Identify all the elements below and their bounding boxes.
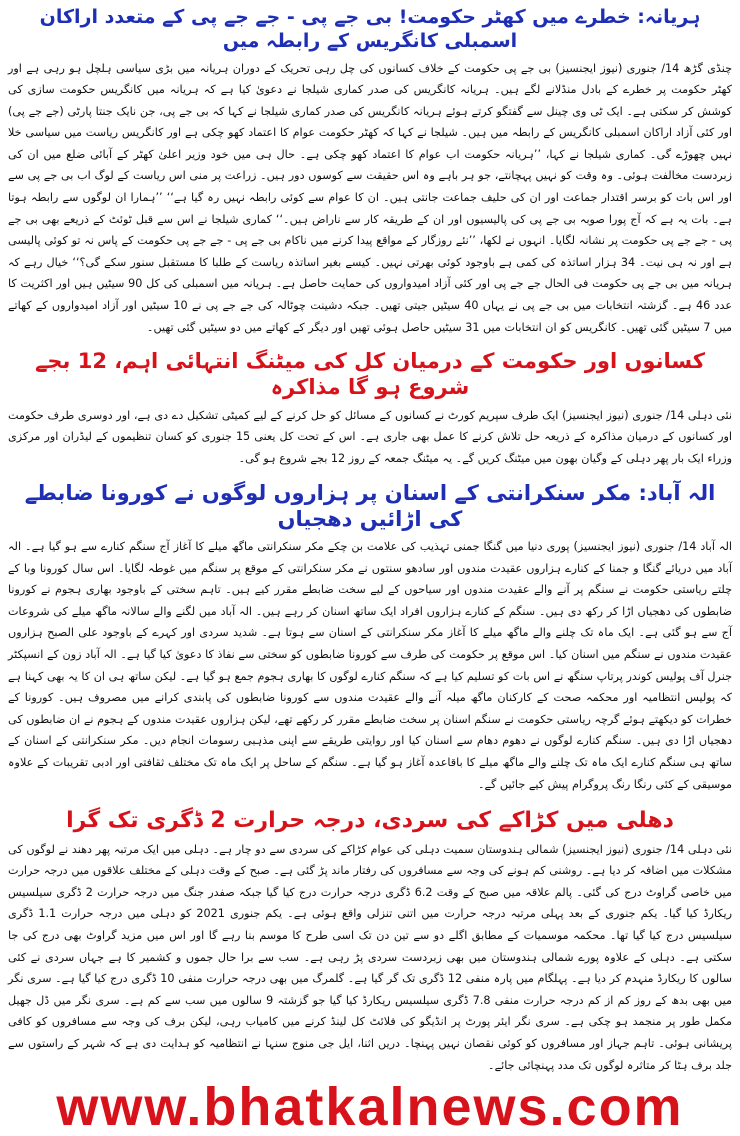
- article-haryana: [8, 6, 732, 338]
- article-farmers-meeting: [8, 348, 732, 469]
- body-allahabad: الہ آباد 14/ جنوری (نیوز ایجنسیز) پوری دنیا میں گنگا جمنی تہذیب کی علامت بن چکے مکر سنکرانتی ماگھ میلے کا آغاز آج سنگم کنارے سے ہو گیا ہے۔ الہ آباد میں دریائے گنگا و جمنا کے کنارے ہزاروں عقیدت مندوں اور سادھو سنتوں نے مکر سنکرانتی کے موقع پر سنگم میں غوطہ لگایا۔ اس سال کورونا وبا کے چلتے ریاستی حکومت نے سنگم پر آنے والے عقیدت مندوں اور سیاحوں کے لیے سخت ضابطے مقرر کیے ہیں۔ تاہم سختی کے باوجود بھاری ہجوم نے کورونا ضابطوں کی دھجیاں اڑا کر رکھ دی ہیں۔ سنگم کے کنارے ہزاروں افراد ایک ساتھ اسنان کر رہے ہیں۔ الہ آباد میں لگنے والے سالانہ ماگھ میلے کی شروعات آج سے ہو گئی ہے۔ ایک ماہ تک چلنے والے ماگھ میلے کا آغاز مکر سنکرانتی کے اسنان سے ہوتا ہے۔ شدید سردی اور کہرے کے باوجود علی الصبح ہزاروں عقیدت مندوں نے سنگم میں اسنان کیا۔ اس موقع پر حکومت کی طرف سے کورونا ضابطوں کو سختی سے نفاذ کا دعویٰ کیا گیا ہے۔ الہ آباد زون کے انسپکٹر جنرل آف پولیس کوندر پرتاپ سنگھ نے اس بات کو تسلیم کیا ہے کہ سنگم کنارے لوگوں کا بھاری ہجوم جمع ہو گیا ہے۔ لیکن ساتھ ہی ان کا یہ بھی کہنا ہے کہ پولیس انتظامیہ اور محکمہ صحت کے کارکنان ماگھ میلہ آنے والے عقیدت مندوں سے کورونا ضابطوں کی پابندی کرانے میں مصروف ہیں۔ کورونا کے خطرات کو دیکھتے ہوئے گرچہ ریاستی حکومت نے سنگم اسنان پر سخت ضابطے مقرر کر رکھے تھے، لیکن ہزاروں عقیدت مندوں کے ہجوم نے ان ضابطوں کی دھجیاں اڑا دی ہیں۔ سنگم کنارے لوگوں نے دھوم دھام سے اسنان کیا اور روایتی طریقے سے اپنی مذہبی رسومات انجام دیں۔ مکر سنکرانتی کے اسنان کے ساتھ ہی سنگم کنارے ایک ماہ تک چلنے والے ماگھ میلے کا باقاعدہ آغاز ہو گیا ہے۔ سنگم کے ساحل پر ایک ماہ تک مختلف ثقافتی اور ادبی تقریبات کے علاوہ موسیقی کے کئی رنگا رنگ پروگرام پیش کیے جائیں گے۔: [8, 540, 732, 791]
- article-delhi-cold: [8, 807, 732, 1076]
- headline-delhi-cold: دھلی میں کڑاکے کی سردی، درجہ حرارت 2 ڈگری تک گرا: [66, 808, 674, 834]
- headline-haryana: ہریانہ: خطرے میں کھٹر حکومت! بی جے پی - جے جے پی کے متعدد اراکان اسمبلی کانگریس کے رابطہ میں: [39, 6, 701, 52]
- body-haryana: چنڈی گڑھ 14/ جنوری (نیوز ایجنسیز) بی جے پی حکومت کے خلاف کسانوں کی چل رہی تحریک کے دوران ہریانہ میں بڑی سیاسی ہلچل ہو رہی ہے اور کھٹر حکومت پر خطرے کے بادل منڈلانے لگے ہیں۔ ہریانہ کانگریس کی صدر کماری شیلجا نے دعویٰ کیا ہے کہ ہریانہ میں کانگریس حکومت سازی کی کوشش کر سکتی ہے۔ ایک ٹی وی چینل سے گفتگو کرتے ہوئے ہریانہ کانگریس کی صدر کماری شیلجا نے کہا کہ بی جے پی، جن نایک جنتا پارٹی (جے جے پی) اور کئی آزاد اراکان اسمبلی کانگریس کے رابطہ میں ہیں۔ شیلجا نے کہا کہ کھٹر حکومت عوام کا اعتماد کھو چکی ہے اور کانگریس ریاست میں سیاسی خلا نہیں چھوڑے گی۔ کماری شیلجا نے کہا، ’’ہریانہ حکومت اب عوام کا اعتماد کھو چکی ہے۔ حال ہی میں خود وزیر اعلیٰ کھٹر کے آبائی ضلع میں ان کی زبردست مخالفت ہوئی۔ وہ وقت کو نہیں پہچانتے، جو ہر باہے وہ اس حقیقت سے کوسوں دور ہیں۔ زراعت پر منی اس ریاست کے لوگ اب بی جے پی سے اور اس بات کو برسر اقتدار جماعت اور ان کی حلیف جماعت جانتی ہیں۔ ان کا عوام سے کوئی رابطہ نہیں رہ گیا ہے‘‘ ’’ہمارا ان لوگوں سے رابطہ ہوتا ہے۔ بات یہ ہے کہ آج پورا صوبہ بی جے پی کی پالیسیوں اور ان کے طریقہ کار سے ناراض ہیں۔‘‘ کماری شیلجا نے اس سے قبل ٹوئٹ کے ذریعے بھی بی جے پی - جے جے پی حکومت پر نشانہ لگایا۔ انہوں نے لکھا، ’’نئے روزگار کے مواقع پیدا کرنے میں ناکام بی جے پی - جے جے پی حکومت کے پاس نہ تو کوئی پالیسی ہے اور نہ ہی نیت۔ 34 ہزار اساتذہ کی کمی ہے باوجود کوئی بھرتی نہیں۔ کیسے بغیر اساتذہ ریاست کے طلبا کا مستقبل سنور سکے گی؟‘‘ خیال رہے کہ ہریانہ میں بی جے پی حکومت فی الحال جے جے پی اور کئی آزاد امیدواروں کی حمایت حاصل ہے۔ ہریانہ میں اسمبلی کی کل 90 سیٹیں ہیں اور اکثریت کا عدد 46 ہے۔ گزشتہ انتخابات میں بی جے پی نے یہاں 40 سیٹیں جیتی تھیں۔ جبکہ دشینت چوٹالہ کی جے جے پی نے 10 سیٹیں اور آزاد امیدواروں کے کھاتے میں 7 سیٹیں گئی تھیں۔ کانگریس کو ان انتخابات میں 31 سیٹیں حاصل ہوئی تھیں اور دیگر کے کھاتے میں دو سیٹیں گئی تھیں۔: [8, 61, 732, 334]
- article-allahabad: [8, 480, 732, 796]
- website-footer: www.bhatkalnews.com: [0, 1078, 740, 1136]
- body-delhi-cold: نئی دہلی 14/ جنوری (نیوز ایجنسیز) شمالی ہندوستان سمیت دہلی کی عوام کڑاکے کی سردی سے دو چار ہے۔ دہلی میں ایک مرتبہ پھر دھند نے لوگوں کی مشکلات میں اضافہ کر دیا ہے۔ روشنی کم ہونے کی وجہ سے مسافروں کی رفتار ماند پڑ گئی ہے۔ صبح کے وقت دہلی کے مختلف علاقوں میں درجہ حرارت میں خاصی گراوٹ درج کی گئی۔ پالم علاقہ میں صبح کے وقت 6.2 ڈگری درجہ حرارت درج کیا گیا جبکہ صفدر جنگ میں درجہ حرارت 2 ڈگری سیلسیس ریکارڈ کیا گیا۔ یکم جنوری کے بعد پہلی مرتبہ درجہ حرارت میں اتنی تنزلی واقع ہوئی ہے۔ یکم جنوری 2021 کو دہلی میں درجہ حرارت 1.1 ڈگری سیلسیس درج کیا گیا تھا۔ محکمہ موسمیات کے مطابق اگلے دو سے تین دن تک اسی طرح کا موسم بنا رہے گا اور اس میں مزید گراوٹ بھی درج کی جا سکتی ہے۔ دہلی کے علاوہ پورے شمالی ہندوستان میں بھی زبردست سردی پڑ رہی ہے۔ سب سے برا حال جموں و کشمیر کا ہے جہاں سردی نے کئی سالوں کا ریکارڈ منہدم کر دیا ہے۔ پہلگام میں پارہ منفی 12 ڈگری تک گر گیا ہے۔ گلمرگ میں بھی درجہ حرارت منفی 10 ڈگری درج کیا گیا ہے۔ سری نگر میں بھی بدھ کے روز کم از کم درجہ حرارت منفی 7.8 ڈگری سیلسیس ریکارڈ کیا گیا جو گزشتہ 9 سالوں میں سب سے کم ہے۔ سری نگر میں ڈل جھیل مکمل طور پر منجمد ہو چکی ہے۔ سری نگر ایئر پورٹ پر انڈیگو کی فلائٹ کل لینڈ کرنے میں کامیاب رہی، لیکن برف کی وجہ سے مسافروں کو کافی پریشانی ہوئی۔ تاہم جہاز اور مسافروں کو کوئی نقصان نہیں پہنچا۔ دریں اثنا، ایل جی منوج سنہا نے انتظامیہ کو ہدایت دی ہے کہ شہر کے راستوں سے جلد برف ہٹا کر متاثرہ لوگوں تک مدد پہنچائی جائے۔: [8, 842, 732, 1072]
- body-farmers-meeting: نئی دہلی 14/ جنوری (نیوز ایجنسیز) ایک طرف سپریم کورٹ نے کسانوں کے مسائل کو حل کرنے کے لیے کمیٹی تشکیل دے دی ہے، اور دوسری طرف حکومت اور کسانوں کے درمیان مذاکرہ کے ذریعہ حل تلاش کرنے کا عمل بھی جاری ہے۔ اس کے تحت کل یعنی 15 جنوری کو کسان تنظیموں کے لیڈران اور مرکزی وزراء ایک بار پھر دہلی کے وگیان بھون میں میٹنگ کریں گے۔ یہ میٹنگ جمعہ کے روز 12 بجے شروع ہو گی۔: [8, 408, 732, 465]
- headline-allahabad: الہ آباد: مکر سنکرانتی کے اسنان پر ہزاروں لوگوں نے کورونا ضابطے کی اڑائیں دھجیاں: [24, 480, 716, 531]
- headline-farmers-meeting: کسانوں اور حکومت کے درمیان کل کی میٹنگ انتہائی اہم، 12 بجے شروع ہو گا مذاکرہ: [35, 349, 705, 400]
